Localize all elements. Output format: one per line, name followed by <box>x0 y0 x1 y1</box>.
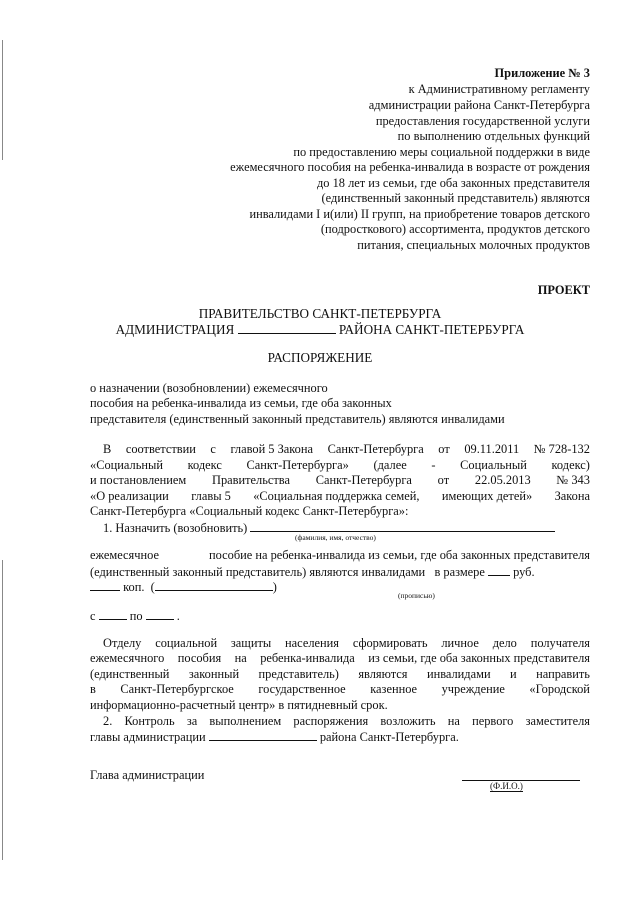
administration-title <box>0 322 640 338</box>
preamble-line: Санкт-Петербурга «Социальный кодекс Санкт-Петербурга»: <box>90 504 409 518</box>
subject-line: представителя (единственный законный представитель) являются инвалидами <box>90 412 505 426</box>
item1-line: коп. ( ) <box>90 579 277 595</box>
item2-line: 2. Контроль за выполнением распоряжения возложить на первого заместителя <box>103 714 590 728</box>
period-line: с по . <box>90 609 180 623</box>
from-date-blank <box>99 608 127 620</box>
dept-line: информационно-расчетный центр» в пятидневный срок. <box>90 698 388 712</box>
kop-blank <box>90 579 120 591</box>
preamble-line: «Социальный кодекс Санкт-Петербурга» (далее - Социальный кодекс) <box>90 458 590 472</box>
appendix-line: по выполнению отдельных функций <box>397 129 590 143</box>
appendix-line: ежемесячного пособия на ребенка-инвалида в возрасте от рождения <box>230 160 590 174</box>
signature-head: Глава администрации <box>90 768 205 782</box>
preamble-line: и постановлением Правительства Санкт-Петербурга от 22.05.2013 № 343 <box>90 473 590 487</box>
subject-line: пособия на ребенка-инвалида из семьи, где оба законных <box>90 396 392 410</box>
propis-caption: (прописью) <box>398 591 435 600</box>
item1-line: (единственный законный представитель) являются инвалидами в размере руб. <box>90 565 535 579</box>
appendix-title: Приложение № 3 <box>494 66 590 80</box>
scan-edge-mark <box>2 40 3 160</box>
appendix-line: питания, специальных молочных продуктов <box>357 238 590 252</box>
appendix-line: по предоставлению меры социальной поддержки в виде <box>293 145 590 159</box>
appendix-line: инвалидами I и(или) II групп, на приобретение товаров детского <box>249 207 590 221</box>
item1-line: ежемесячное пособие на ребенка-инвалида из семьи, где оба законных представителя <box>90 548 590 562</box>
government-title: ПРАВИТЕЛЬСТВО САНКТ-ПЕТЕРБУРГА <box>198 306 442 321</box>
preamble-line: В соответствии с главой 5 Закона Санкт-Петербурга от 09.11.2011 № 728-132 <box>103 442 590 456</box>
fio-signature-caption: (Ф.И.О.) <box>490 781 523 791</box>
scan-edge-mark <box>2 560 3 860</box>
dept-line: Отделу социальной защиты населения сформировать личное дело получателя <box>103 636 590 650</box>
fio-caption: (фамилия, имя, отчество) <box>295 533 376 542</box>
appendix-line: к Административному регламенту <box>408 82 590 96</box>
preamble-line: «О реализации главы 5 «Социальная поддержка семей, имеющих детей» Закона <box>90 489 590 503</box>
item2-line: главы администрации района Санкт-Петербурга. <box>90 730 459 744</box>
amount-words-blank <box>155 579 273 591</box>
appendix-line: (единственный законный представитель) являются <box>321 191 590 205</box>
dept-line: (единственный законный представитель) являются инвалидами и направить <box>90 667 590 681</box>
appendix-line: (подросткового) ассортимента, продуктов детского <box>320 222 590 236</box>
item1-text: 1. Назначить (возобновить) <box>103 521 248 535</box>
dept-line: ежемесячного пособия на ребенка-инвалида из семьи, где оба законных представителя <box>90 651 590 665</box>
appendix-line: предоставления государственной услуги <box>375 114 590 128</box>
fio-blank <box>250 520 555 532</box>
district-blank <box>238 322 336 334</box>
dept-line: в Санкт-Петербургское государственное казенное учреждение «Городской <box>90 682 590 696</box>
deputy-blank <box>209 729 317 741</box>
document-type: РАСПОРЯЖЕНИЕ <box>267 350 373 365</box>
appendix-line: до 18 лет из семьи, где оба законных представителя <box>316 176 590 190</box>
project-label: ПРОЕКТ <box>537 283 590 297</box>
administration-word: АДМИНИСТРАЦИЯ <box>115 322 235 337</box>
appendix-line: администрации района Санкт-Петербурга <box>368 98 590 112</box>
amount-blank <box>488 564 510 576</box>
to-date-blank <box>146 608 174 620</box>
district-word: РАЙОНА САНКТ-ПЕТЕРБУРГА <box>338 322 525 337</box>
subject-line: о назначении (возобновлении) ежемесячного <box>90 381 328 395</box>
